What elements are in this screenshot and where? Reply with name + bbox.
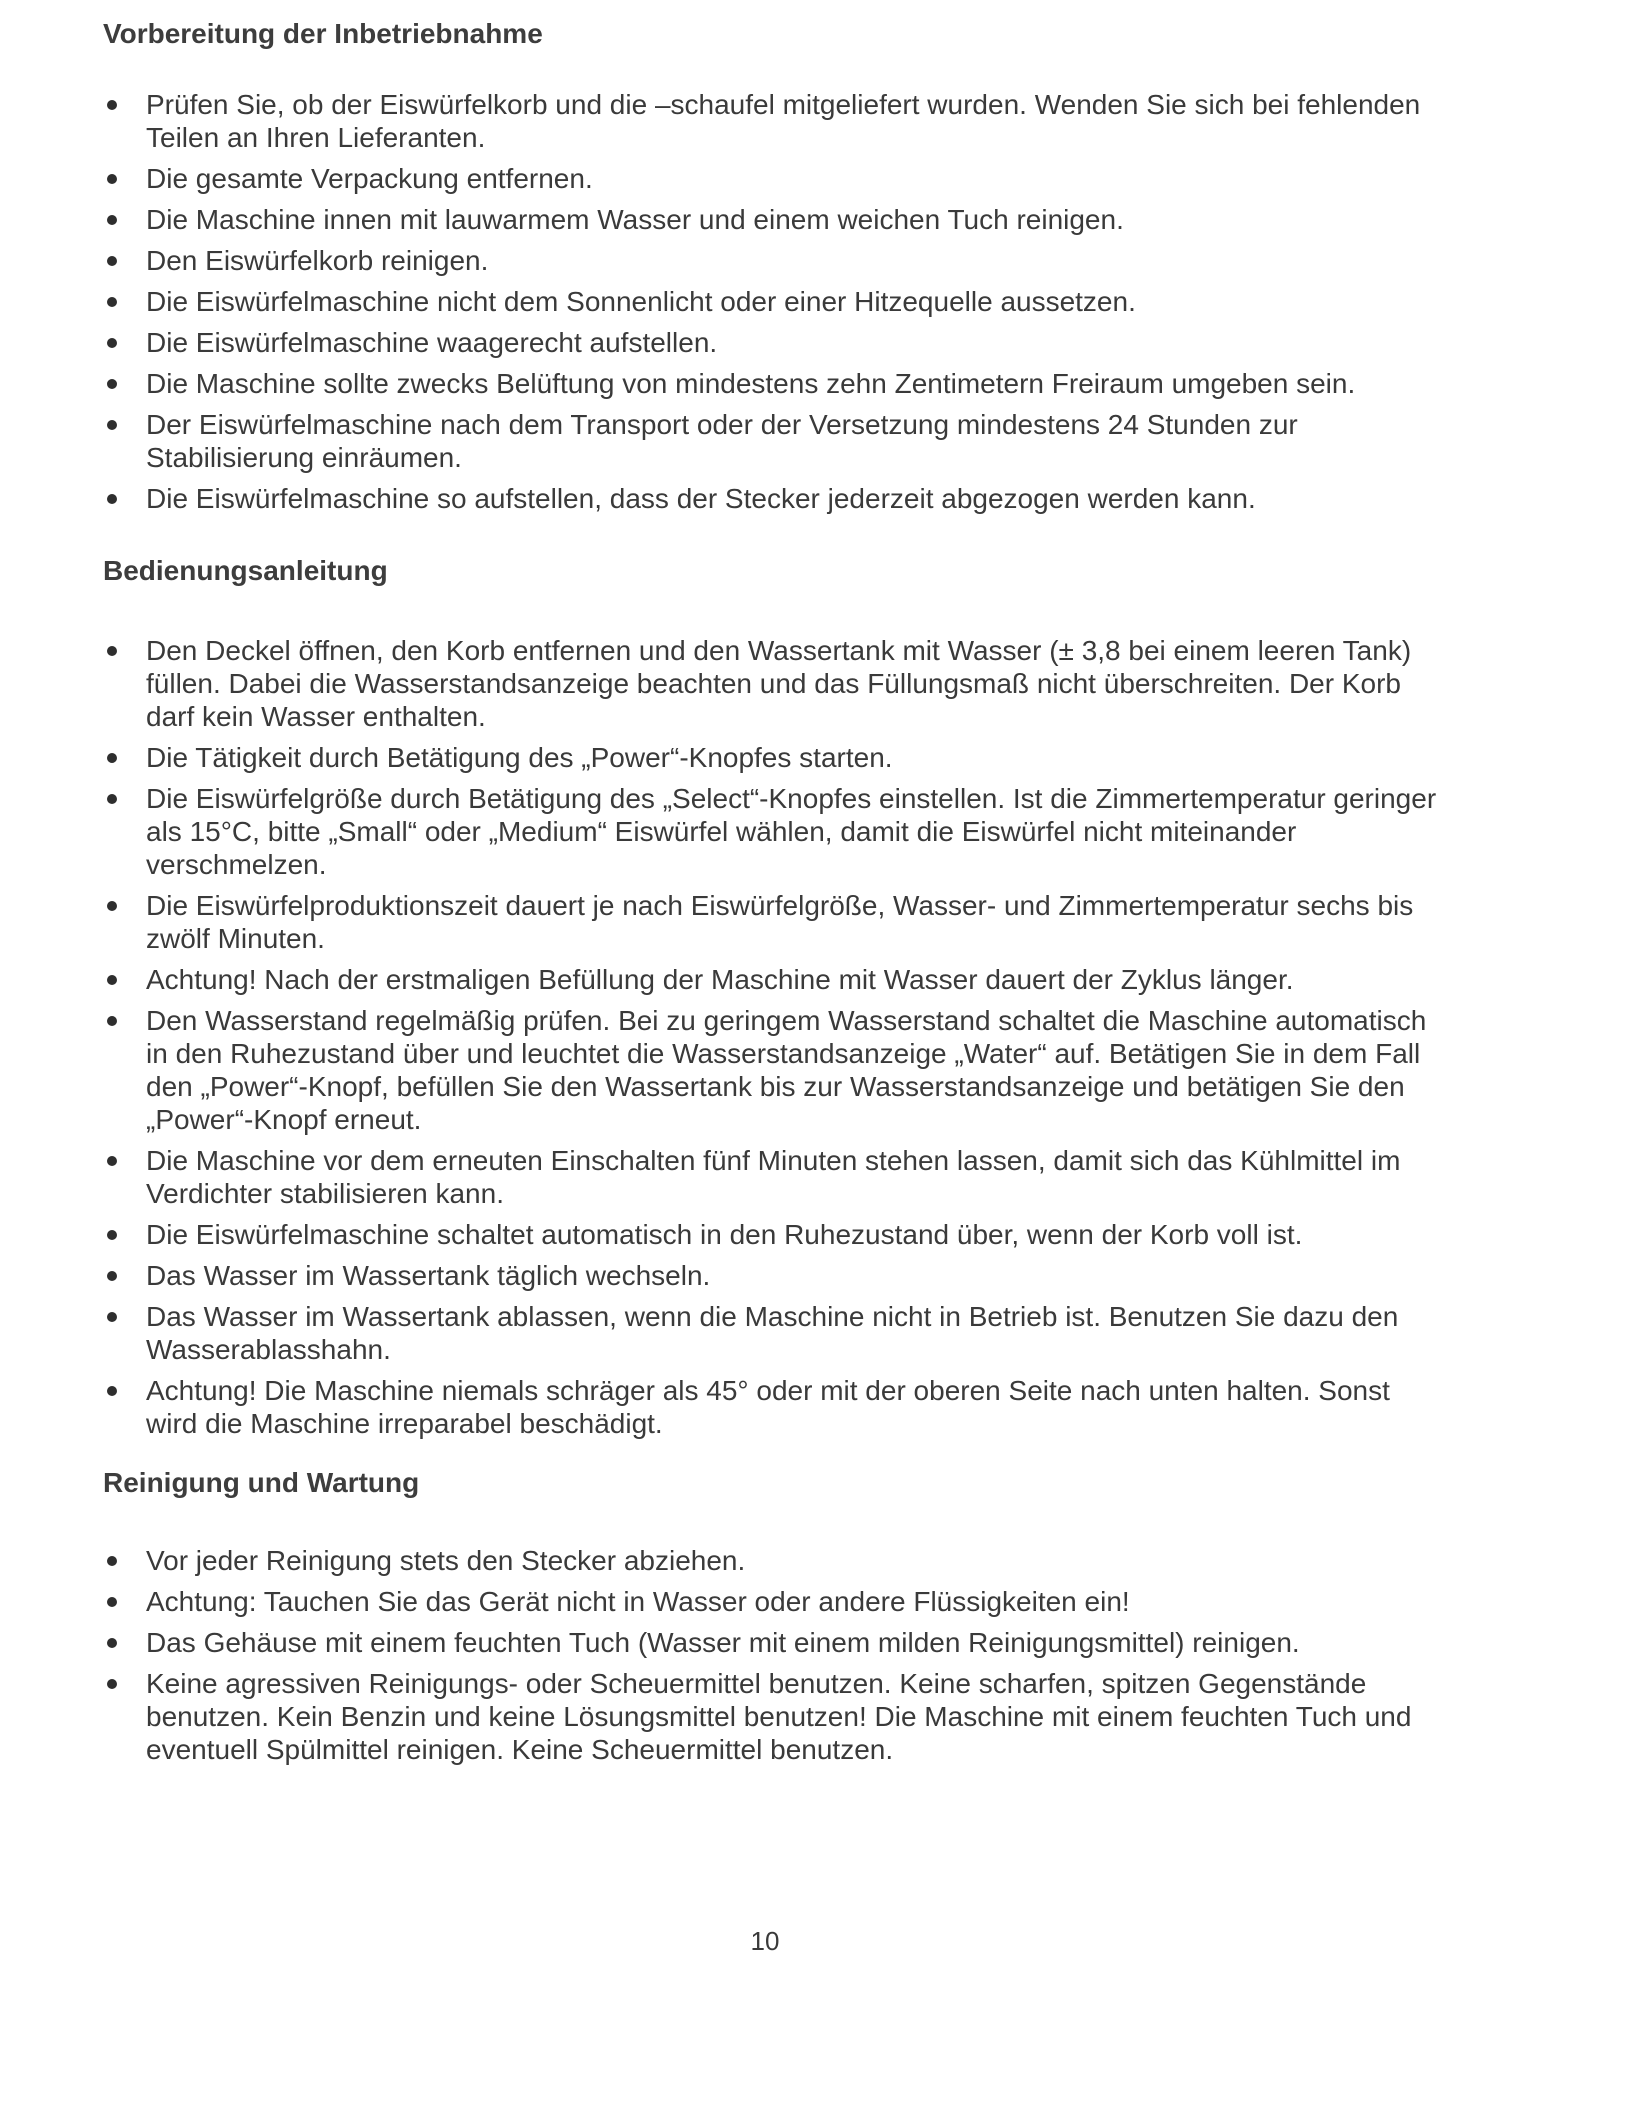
list-item-text: Den Deckel öffnen, den Korb entfernen und den Wassertank mit Wasser (± 3,8 bei einem leeren Tank) füllen. Dabei die Wasserstandsanzeige beachten und das Füllungsmaß nicht überschreiten. Der Korb darf kein Wasser enthalten. bbox=[146, 635, 1412, 732]
list-item bbox=[103, 482, 1433, 515]
list-item bbox=[103, 88, 1433, 154]
list-item bbox=[103, 326, 1433, 359]
bullet-icon bbox=[107, 297, 117, 307]
bullet-icon bbox=[107, 256, 117, 266]
list-item-text: Die Maschine vor dem erneuten Einschalten fünf Minuten stehen lassen, damit sich das Kühlmittel im Verdichter stabilisieren kann. bbox=[146, 1145, 1401, 1209]
list-item bbox=[103, 285, 1433, 318]
list-item bbox=[103, 634, 1443, 733]
list-item bbox=[103, 782, 1443, 881]
list-item-text: Die Eiswürfelmaschine waagerecht aufstellen. bbox=[146, 327, 718, 358]
bullet-icon bbox=[107, 1597, 117, 1607]
list-item-text: Die Eiswürfelmaschine so aufstellen, dass der Stecker jederzeit abgezogen werden kann. bbox=[146, 483, 1256, 514]
list-item-text: Die gesamte Verpackung entfernen. bbox=[146, 163, 593, 194]
list-item-text: Die Eiswürfelproduktionszeit dauert je nach Eiswürfelgröße, Wasser- und Zimmertemperatur sechs bis zwölf Minuten. bbox=[146, 890, 1414, 954]
bullet-icon bbox=[107, 794, 117, 804]
bullet-icon bbox=[107, 1679, 117, 1689]
list-item bbox=[103, 1004, 1443, 1136]
bullet-icon bbox=[107, 174, 117, 184]
list-item-text: Die Eiswürfelmaschine schaltet automatisch in den Ruhezustand über, wenn der Korb voll ist. bbox=[146, 1219, 1303, 1250]
list-item-text: Das Wasser im Wassertank ablassen, wenn die Maschine nicht in Betrieb ist. Benutzen Sie dazu den Wasserablasshahn. bbox=[146, 1301, 1399, 1365]
list-item-text: Die Maschine sollte zwecks Belüftung von mindestens zehn Zentimetern Freiraum umgeben sein. bbox=[146, 368, 1356, 399]
list-item bbox=[103, 963, 1443, 996]
bullet-list bbox=[103, 88, 1433, 515]
list-item-text: Die Eiswürfelmaschine nicht dem Sonnenlicht oder einer Hitzequelle aussetzen. bbox=[146, 286, 1136, 317]
list-item-text: Das Wasser im Wassertank täglich wechseln. bbox=[146, 1260, 711, 1291]
list-item-text: Der Eiswürfelmaschine nach dem Transport oder der Versetzung mindestens 24 Stunden zur Stabilisierung einräumen. bbox=[146, 409, 1298, 473]
list-item bbox=[103, 1374, 1443, 1440]
list-item bbox=[103, 1544, 1433, 1577]
section-heading: Vorbereitung der Inbetriebnahme bbox=[103, 18, 543, 49]
bullet-icon bbox=[107, 753, 117, 763]
bullet-icon bbox=[107, 1312, 117, 1322]
bullet-list bbox=[103, 634, 1443, 1440]
list-item bbox=[103, 1218, 1443, 1251]
list-item-text: Prüfen Sie, ob der Eiswürfelkorb und die –schaufel mitgeliefert wurden. Wenden Sie sich bei fehlenden Teilen an Ihren Lieferanten. bbox=[146, 89, 1421, 153]
list-item bbox=[103, 244, 1433, 277]
list-item bbox=[103, 367, 1433, 400]
list-item bbox=[103, 741, 1443, 774]
list-item bbox=[103, 1626, 1433, 1659]
list-item bbox=[103, 1667, 1433, 1766]
bullet-icon bbox=[107, 420, 117, 430]
list-item bbox=[103, 162, 1433, 195]
bullet-icon bbox=[107, 215, 117, 225]
list-item-text: Keine agressiven Reinigungs- oder Scheuermittel benutzen. Keine scharfen, spitzen Gegenstände benutzen. Kein Benzin und keine Lösungsmittel benutzen! Die Maschine mit einem feuchten Tuch und eventuell Spülmittel reinigen. Keine Scheuermittel benutzen. bbox=[146, 1668, 1412, 1765]
list-item-text: Vor jeder Reinigung stets den Stecker abziehen. bbox=[146, 1545, 746, 1576]
list-item-text: Achtung: Tauchen Sie das Gerät nicht in Wasser oder andere Flüssigkeiten ein! bbox=[146, 1586, 1130, 1617]
bullet-icon bbox=[107, 379, 117, 389]
list-item bbox=[103, 203, 1433, 236]
list-item-text: Das Gehäuse mit einem feuchten Tuch (Wasser mit einem milden Reinigungsmittel) reinigen. bbox=[146, 1627, 1300, 1658]
page-number: 10 bbox=[750, 1926, 780, 1956]
section-heading: Reinigung und Wartung bbox=[103, 1467, 420, 1498]
bullet-list bbox=[103, 1544, 1433, 1766]
list-item bbox=[103, 1300, 1443, 1366]
list-item bbox=[103, 1259, 1443, 1292]
bullet-icon bbox=[107, 1556, 117, 1566]
list-item bbox=[103, 1585, 1433, 1618]
section-reinigung bbox=[103, 1467, 1443, 1774]
list-item-text: Den Wasserstand regelmäßig prüfen. Bei zu geringem Wasserstand schaltet die Maschine automatisch in den Ruhezustand über und leuchtet die Wasserstandsanzeige „Water“ auf. Betätigen Sie in dem Fall den „Power“-Knopf, befüllen Sie den Wassertank bis zur Wasserstandsanzeige und betätigen Sie den „Power“-Knopf erneut. bbox=[146, 1005, 1427, 1135]
list-item bbox=[103, 889, 1443, 955]
section-vorbereitung bbox=[103, 18, 1443, 523]
bullet-icon bbox=[107, 1016, 117, 1026]
list-item-text: Die Eiswürfelgröße durch Betätigung des „Select“-Knopfes einstellen. Ist die Zimmertemperatur geringer als 15°C, bitte „Small“ oder „Medium“ Eiswürfel wählen, damit die Eiswürfel nicht miteinander verschmelzen. bbox=[146, 783, 1437, 880]
list-item-text: Achtung! Nach der erstmaligen Befüllung der Maschine mit Wasser dauert der Zyklus länger. bbox=[146, 964, 1294, 995]
bullet-icon bbox=[107, 1638, 117, 1648]
bullet-icon bbox=[107, 1230, 117, 1240]
bullet-icon bbox=[107, 494, 117, 504]
section-bedienungsanleitung bbox=[103, 555, 1443, 1448]
bullet-icon bbox=[107, 100, 117, 110]
list-item-text: Achtung! Die Maschine niemals schräger als 45° oder mit der oberen Seite nach unten halten. Sonst wird die Maschine irreparabel beschädigt. bbox=[146, 1375, 1390, 1439]
bullet-icon bbox=[107, 1386, 117, 1396]
list-item-text: Die Maschine innen mit lauwarmem Wasser und einem weichen Tuch reinigen. bbox=[146, 204, 1124, 235]
bullet-icon bbox=[107, 1156, 117, 1166]
list-item bbox=[103, 1144, 1443, 1210]
bullet-icon bbox=[107, 1271, 117, 1281]
list-item-text: Den Eiswürfelkorb reinigen. bbox=[146, 245, 489, 276]
bullet-icon bbox=[107, 338, 117, 348]
bullet-icon bbox=[107, 901, 117, 911]
list-item bbox=[103, 408, 1433, 474]
bullet-icon bbox=[107, 646, 117, 656]
section-heading: Bedienungsanleitung bbox=[103, 555, 388, 586]
list-item-text: Die Tätigkeit durch Betätigung des „Power“-Knopfes starten. bbox=[146, 742, 893, 773]
bullet-icon bbox=[107, 975, 117, 985]
